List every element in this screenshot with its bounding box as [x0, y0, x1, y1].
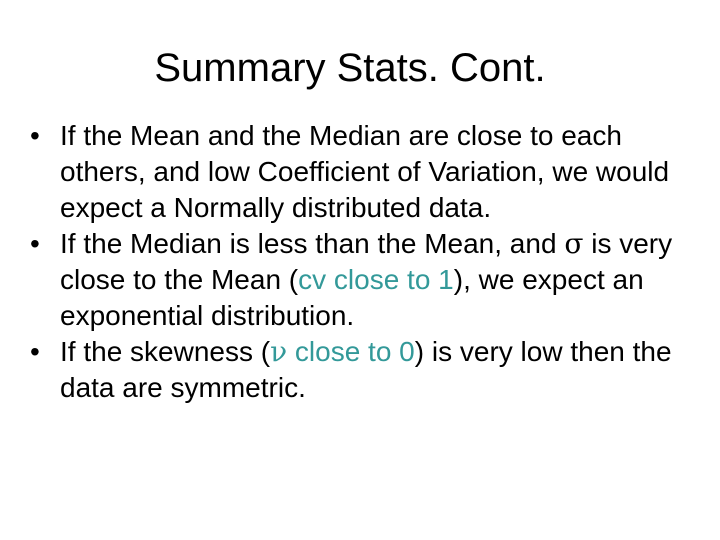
bullet-marker: • — [30, 120, 40, 151]
bullet-item — [30, 118, 700, 226]
skew-highlight: close to 0 — [287, 336, 415, 367]
bullet-marker: • — [30, 228, 40, 259]
bullet-text-end: ), we expect an exponential distribution. — [60, 264, 644, 331]
bullet-text-start: If the skewness ( — [60, 336, 271, 367]
bullet-text-start: If the Median is less than the Mean, and — [60, 228, 565, 259]
cv-highlight: cv close to 1 — [298, 264, 454, 295]
bullet-text-middle: is very close to the Mean ( — [60, 228, 673, 295]
bullet-item — [30, 226, 700, 334]
bullet-list — [30, 118, 700, 406]
sigma-symbol: σ — [564, 227, 584, 260]
slide-title: Summary Stats. Cont. — [154, 46, 546, 90]
bullet-marker: • — [30, 336, 40, 367]
bullet-text-end: ) is very low then the data are symmetric. — [60, 336, 672, 403]
bullet-text: If the Mean and the Median are close to each others, and low Coefficient of Variation, we would expect a Normally distributed data. — [60, 120, 670, 223]
nu-symbol: ν — [270, 335, 288, 368]
bullet-item — [30, 334, 700, 406]
